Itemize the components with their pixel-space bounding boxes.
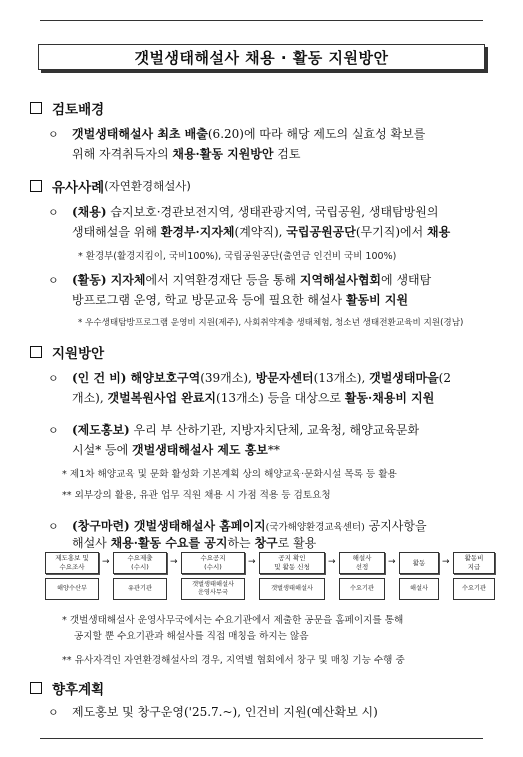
flow-step-3-head: 수요공지 (수시) [181,552,245,574]
circle-bullet-icon: ㅇ [48,206,59,219]
circle-bullet-icon: ㅇ [48,520,59,533]
flow-step-6-head: 활동 [399,552,439,574]
circle-bullet-icon: ㅇ [48,372,59,385]
plan-item-1-line-1: ㅇ (인 건 비) 해양보호구역(39개소), 방문자센터(13개소), 갯벌생태마을(2 [48,368,451,389]
bottom-rule [40,738,483,739]
flow-step-6 [399,552,439,600]
flow-arrow-icon: → [388,557,396,567]
flow-step-1-head: 제도홍보 및 수요조사 [45,552,99,574]
circle-bullet-icon: ㅇ [48,706,59,719]
section-future-heading: 향후계획 [30,678,104,698]
plan-item-2-line-2: 시설* 등에 갯벌생태해설사 제도 홍보** [72,443,280,457]
cases-item-1-line-2: 생태해설을 위해 환경부·지자체(계약직), 국립공원공단(무기직)에서 채용 [72,225,451,239]
page-title: 갯벌생태해설사 채용 · 활동 지원방안 [134,48,389,67]
plan-item-3-note-1a: * 갯벌생태해설사 운영사무국에서는 수요기관에서 제출한 공문을 홈페이지를 통해 [62,615,404,626]
flow-step-5-body: 수요기관 [339,578,385,600]
cases-item-1-note: * 환경부(활경지킴이, 국비100%), 국립공원공단(출연금 인건비 국비 100%) [78,251,397,262]
square-bullet-icon [30,102,42,114]
flow-step-2-head: 수요제출 (수시) [113,552,167,574]
section-cases-heading: 유사사례 (자연환경해설사) [30,176,191,196]
review-line-1: ㅇ 갯벌생태해설사 최초 배출(6.20)에 따라 해당 제도의 실효성 확보를 [48,124,425,145]
flow-step-2-body: 유관기관 [113,578,167,600]
flow-step-4-body: 갯벌생태해설사 [259,578,325,600]
cases-item-1-line-1: ㅇ (채용) 습지보호·경관보전지역, 생태관광지역, 국립공원, 생태탐방원의 [48,202,438,223]
square-bullet-icon [30,180,42,192]
flow-step-7 [453,552,495,600]
title-box [38,44,485,70]
flow-step-5 [339,552,385,600]
circle-bullet-icon: ㅇ [48,128,59,141]
flow-arrow-icon: → [170,557,178,567]
section-review-heading: 검토배경 [30,98,104,118]
flow-step-3 [181,552,245,600]
flow-step-1-body: 해양수산부 [45,578,99,600]
cases-item-2-line-2: 방프로그램 운영, 학교 방문교육 등에 필요한 해설사 활동비 지원 [72,293,409,307]
flow-step-3-body: 갯벌생태해설사 운영사무국 [181,578,245,600]
flow-arrow-icon: → [248,557,256,567]
plan-item-3-line-2: 해설사 채용·활동 수요를 공지하는 창구로 활용 [72,536,317,550]
flow-step-6-body: 해설사 [399,578,439,600]
circle-bullet-icon: ㅇ [48,424,59,437]
section-plan-heading: 지원방안 [30,342,104,362]
flow-step-7-head: 활동비 지급 [453,552,495,574]
flow-arrow-icon: → [102,557,110,567]
square-bullet-icon [30,346,42,358]
plan-item-2-note-1: * 제1차 해양교육 및 문화 활성화 기본계획 상의 해양교육·문화시설 목록 등 활용 [62,469,397,480]
review-line-2: 위해 자격취득자의 채용·활동 지원방안 검토 [72,147,301,161]
cases-item-2-note: * 우수생태탐방프로그램 운영비 지원(제주), 사회취약계층 생태체험, 청소년 생태전환교육비 지원(경남) [78,318,464,328]
top-rule [40,20,483,21]
circle-bullet-icon: ㅇ [48,274,59,287]
plan-item-3-note-2: ** 유사자격인 자연환경해설사의 경우, 지역별 협회에서 창구 및 매칭 기능 수행 중 [62,655,405,666]
flow-step-1 [45,552,99,600]
cases-item-2-line-1: ㅇ (활동) 지자체에서 지역환경재단 등을 통해 지역해설사협회에 생태탐 [48,270,431,291]
plan-item-2-line-1: ㅇ (제도홍보) 우리 부 산하기관, 지방자치단체, 교육청, 해양교육문화 [48,420,419,441]
plan-item-3-line-1: ㅇ (창구마련) 갯벌생태해설사 홈페이지(국가해양환경교육센터) 공지사항을 [48,516,427,538]
square-bullet-icon [30,682,42,694]
plan-item-2-note-2: ** 외부강의 활용, 유관 업무 직원 채용 시 가점 적용 등 검토요청 [62,490,331,501]
process-flow-diagram [45,552,495,604]
plan-item-1-line-2: 개소), 갯벌복원사업 완료지(13개소) 등을 대상으로 활동·채용비 지원 [72,391,435,405]
flow-step-2 [113,552,167,600]
flow-arrow-icon: → [442,557,450,567]
flow-step-4-head: 공지 확인 및 활동 신청 [259,552,325,574]
plan-item-3-note-1b: 공지할 뿐 수요기관과 해설사를 직접 매칭을 하지는 않음 [74,631,309,642]
future-line-1: ㅇ 제도홍보 및 창구운영('25.7.~), 인건비 지원(예산확보 시) [48,702,378,723]
flow-step-4 [259,552,325,600]
flow-step-5-head: 해설사 선정 [339,552,385,574]
flow-step-7-body: 수요기관 [453,578,495,600]
flow-arrow-icon: → [328,557,336,567]
